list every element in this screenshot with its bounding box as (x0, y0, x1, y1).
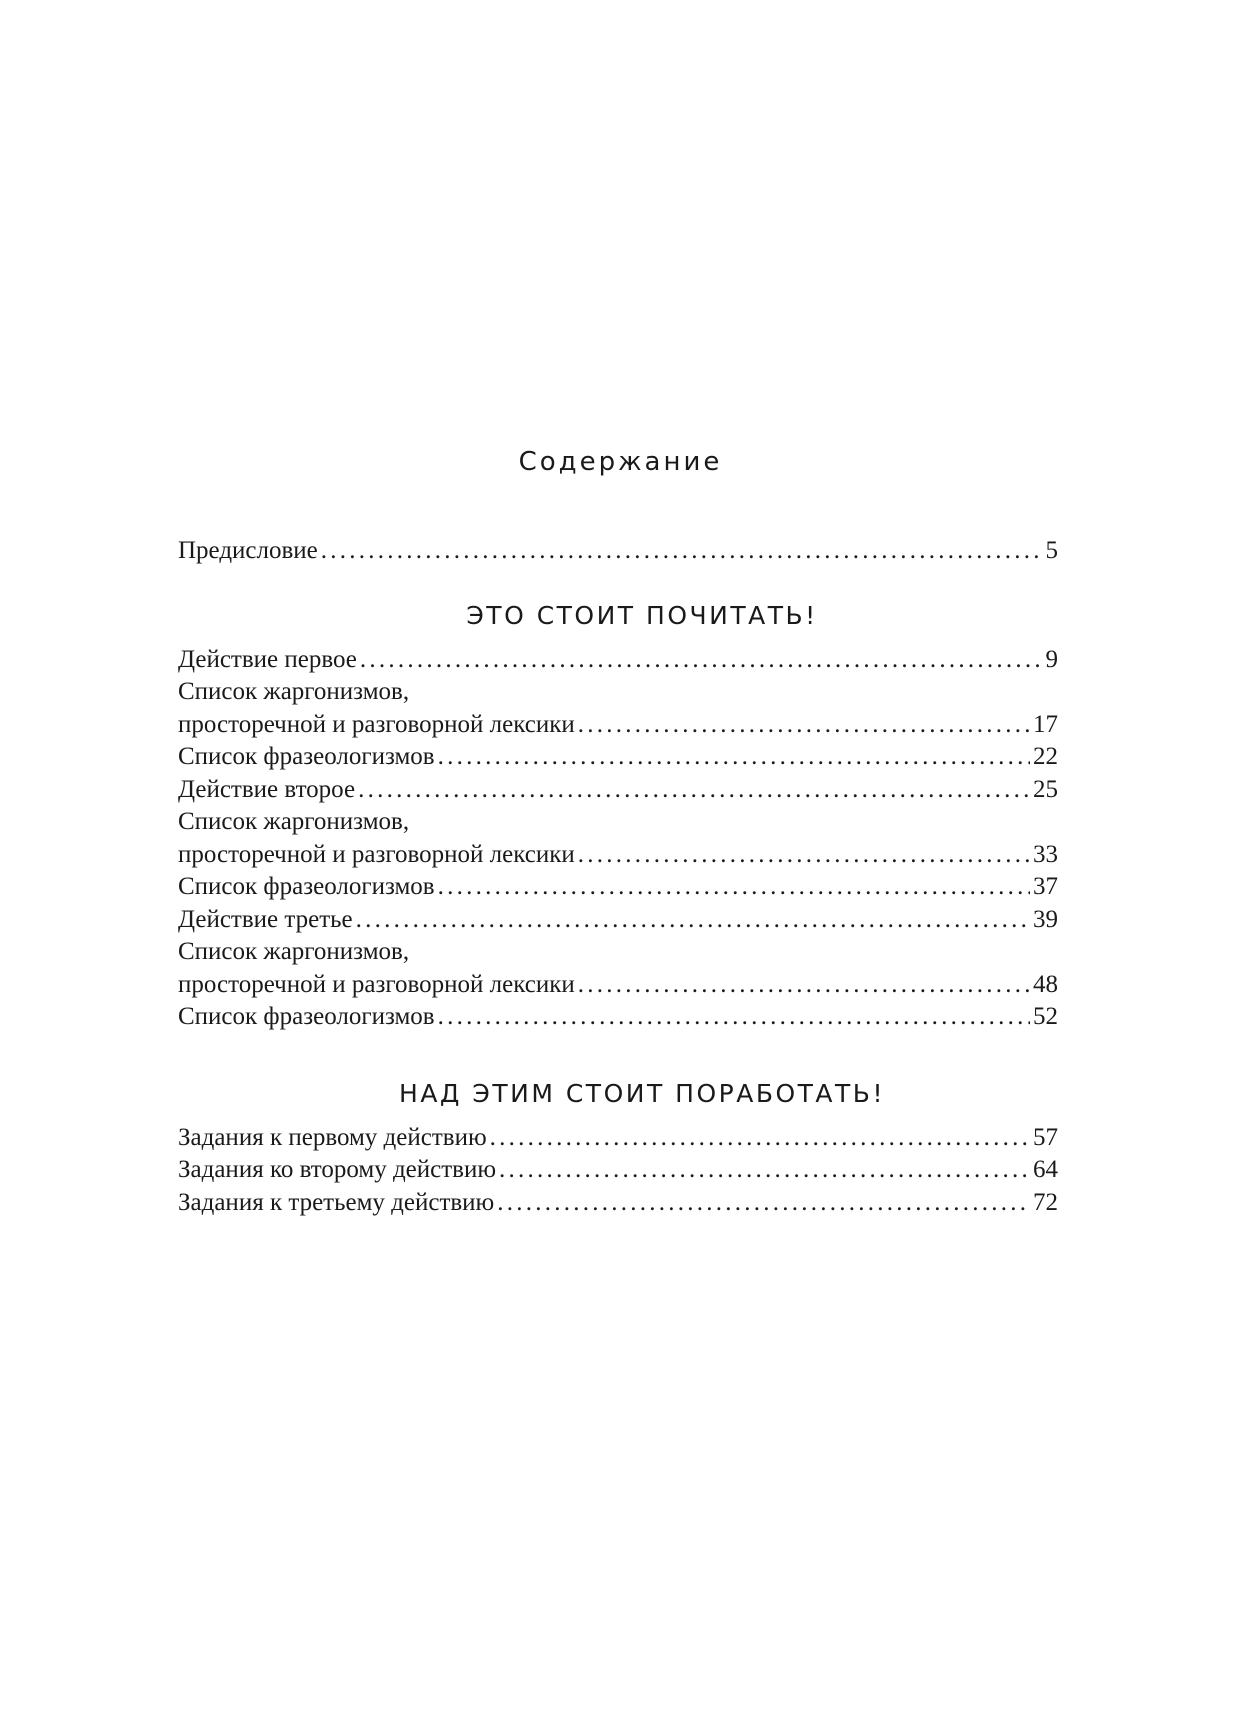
toc-entry[interactable] (178, 741, 1058, 774)
dot-leader (438, 741, 1030, 774)
toc-entry[interactable] (178, 871, 1058, 904)
toc-entry[interactable] (178, 709, 1058, 742)
dot-leader (356, 904, 1030, 937)
toc-entry-preface[interactable] (178, 535, 1058, 568)
toc-entry-label: Задания ко второму действию (178, 1156, 497, 1183)
toc-entry-label: просторечной и разговорной лексики (178, 970, 575, 998)
dot-leader (578, 969, 1030, 1002)
toc-page-number: 52 (1033, 1003, 1058, 1030)
dot-leader (490, 1122, 1030, 1155)
toc-entry-label-line1: Список жаргонизмов, (178, 808, 410, 835)
section-heading-reading: ЭТО СТОИТ ПОЧИТАТЬ! (466, 600, 818, 630)
dot-leader (438, 871, 1030, 904)
toc-entry-label: Предисловие (178, 537, 318, 564)
toc-entry[interactable] (178, 969, 1058, 1002)
toc-page-number: 72 (1033, 1188, 1058, 1216)
table-of-contents (178, 535, 1058, 1219)
toc-page-number: 22 (1033, 743, 1058, 770)
page-title: Содержание (518, 447, 723, 478)
toc-entry-label: просторечной и разговорной лексики (178, 840, 575, 868)
toc-entry-label: Задания к первому действию (178, 1123, 487, 1151)
toc-page-number: 57 (1033, 1123, 1058, 1151)
toc-page-number: 5 (1045, 537, 1058, 564)
toc-entry[interactable] (178, 839, 1058, 872)
toc-page-number: 64 (1033, 1156, 1058, 1183)
dot-leader (497, 1187, 1030, 1220)
dot-leader (360, 644, 1043, 677)
toc-page-number: 48 (1033, 970, 1058, 998)
toc-entry[interactable] (178, 1154, 1058, 1187)
dot-leader (578, 839, 1030, 872)
dot-leader (578, 709, 1030, 742)
toc-entry[interactable] (178, 774, 1058, 807)
toc-page-number: 17 (1033, 710, 1058, 738)
toc-entry-label: Действие второе (178, 775, 356, 803)
toc-entry-label: Задания к третьему действию (178, 1188, 495, 1216)
toc-entry[interactable] (178, 1122, 1058, 1155)
toc-page-number: 39 (1033, 905, 1058, 933)
dot-leader (438, 1001, 1030, 1034)
toc-entry[interactable] (178, 1001, 1058, 1034)
toc-entry[interactable] (178, 644, 1058, 677)
toc-entry-label-line1: Список жаргонизмов, (178, 938, 410, 965)
toc-entry-label-line1: Список жаргонизмов, (178, 678, 410, 705)
toc-entry-label: просторечной и разговорной лексики (178, 710, 575, 738)
dot-leader (358, 774, 1030, 807)
dot-leader (321, 535, 1043, 568)
toc-page-number: 33 (1033, 840, 1058, 868)
toc-entry[interactable] (178, 904, 1058, 937)
toc-page-number: 25 (1033, 775, 1058, 803)
toc-entry-label: Действие третье (178, 905, 353, 933)
section-heading-work: НАД ЭТИМ СТОИТ ПОРАБОТАТЬ! (399, 1078, 885, 1108)
toc-entry-label: Список фразеологизмов (178, 743, 435, 770)
toc-entry-label: Список фразеологизмов (178, 1003, 435, 1030)
toc-page-number: 9 (1045, 645, 1058, 673)
toc-entry[interactable] (178, 1187, 1058, 1220)
toc-entry-label: Список фразеологизмов (178, 873, 435, 900)
toc-entry-label: Действие первое (178, 645, 357, 673)
toc-page-number: 37 (1033, 873, 1058, 900)
dot-leader (499, 1154, 1030, 1187)
